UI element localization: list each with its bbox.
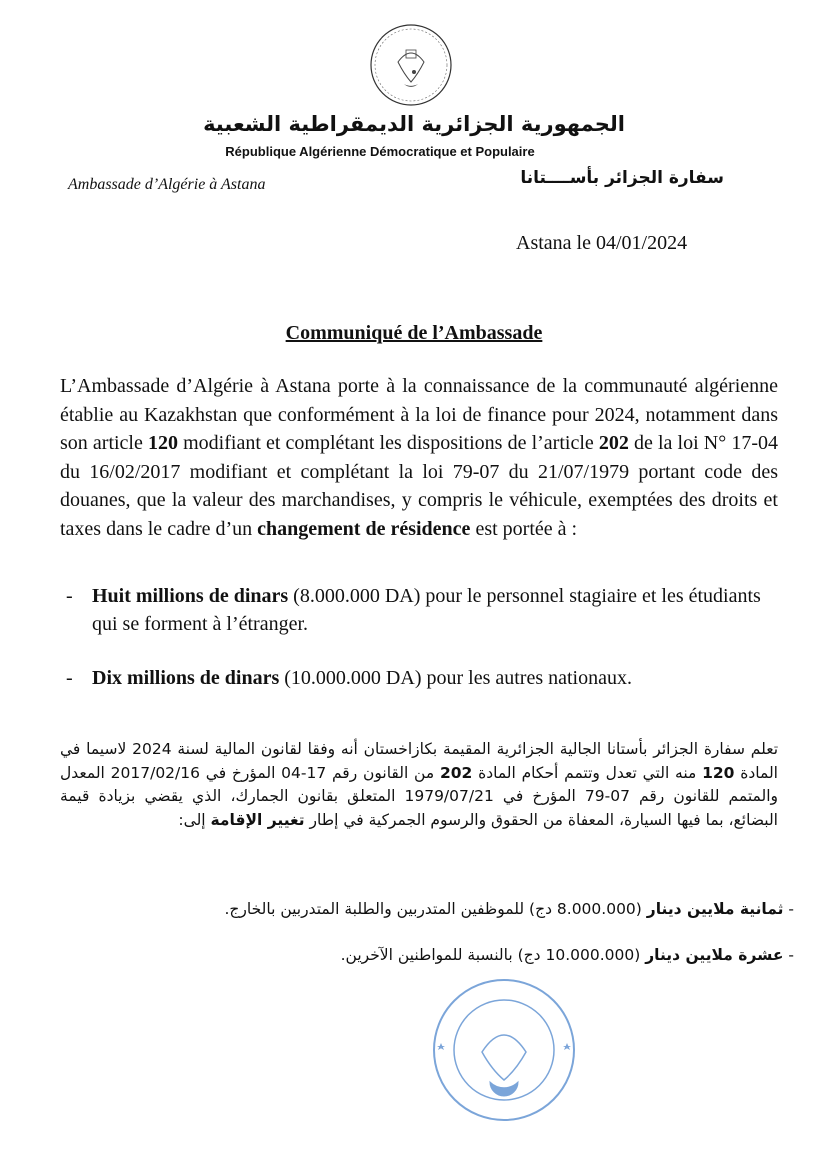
communique-body-arabic: تعلم سفارة الجزائر بأستانا الجالية الجزائرية المقيمة بكازاخستان أنه وفقا لقانون المالية لسنة 2024 لاسيما في المادة 120 منه التي تعدل وتتمم أحكام المادة 202 من القانون رقم 17-04 المؤرخ في 2017/02/16 المعدل والمتمم للقانون رقم 07-79 المؤرخ في 1979/07/21 المتعلق بقانون الجمارك، الذي يقضي بزيادة قيمة البضائع، بما فيها السيارة، المعفاة من الحقوق والرسوم الجمركية في إطار تغيير الإقامة إلى: — [60, 740, 779, 829]
republic-name-arabic: الجمهورية الجزائرية الديمقراطية الشعبية — [203, 112, 625, 136]
bullet-dash: - — [66, 667, 73, 689]
embassy-name-french: Ambassade d’Algérie à Astana — [68, 176, 266, 193]
list-item: - Huit millions de dinars (8.000.000 DA) pour le personnel stagiaire et les étudiants qui se forment à l’étranger. — [60, 582, 780, 638]
list-item: - عشرة ملايين دينار (10.000.000 دج) بالنسبة للمواطنين الآخرين. — [340, 946, 794, 964]
document-date: Astana le 04/01/2024 — [516, 232, 688, 254]
list-item: - Dix millions de dinars (10.000.000 DA) pour les autres nationaux. — [60, 664, 780, 692]
bullet-dash: - — [66, 585, 73, 607]
embassy-stamp — [424, 970, 584, 1130]
republic-name-french: République Algérienne Démocratique et Populaire — [225, 144, 535, 159]
embassy-name-arabic: سفارة الجزائر بأســــتانا — [520, 168, 724, 188]
national-emblem-seal — [368, 22, 454, 108]
list-item: - ثمانية ملايين دينار (8.000.000 دج) للموظفين المتدربين والطلبة المتدربين بالخارج. — [224, 900, 794, 918]
communique-body-french: L’Ambassade d’Algérie à Astana porte à la connaissance de la communauté algérienne établie au Kazakhstan que conformément à la loi de finance pour 2024, notamment dans son article 120 modifiant et complétant les dispositions de l’article 202 de la loi N° 17-04 du 16/02/2017 modifiant et complétant la loi 79-07 du 21/07/1979 portant code des douanes, que la valeur des marchandises, y compris le véhicule, exemptées des droits et taxes dans le cadre d’un changement de résidence est portée à : — [60, 375, 779, 540]
document-title: Communiqué de l’Ambassade — [285, 322, 543, 344]
